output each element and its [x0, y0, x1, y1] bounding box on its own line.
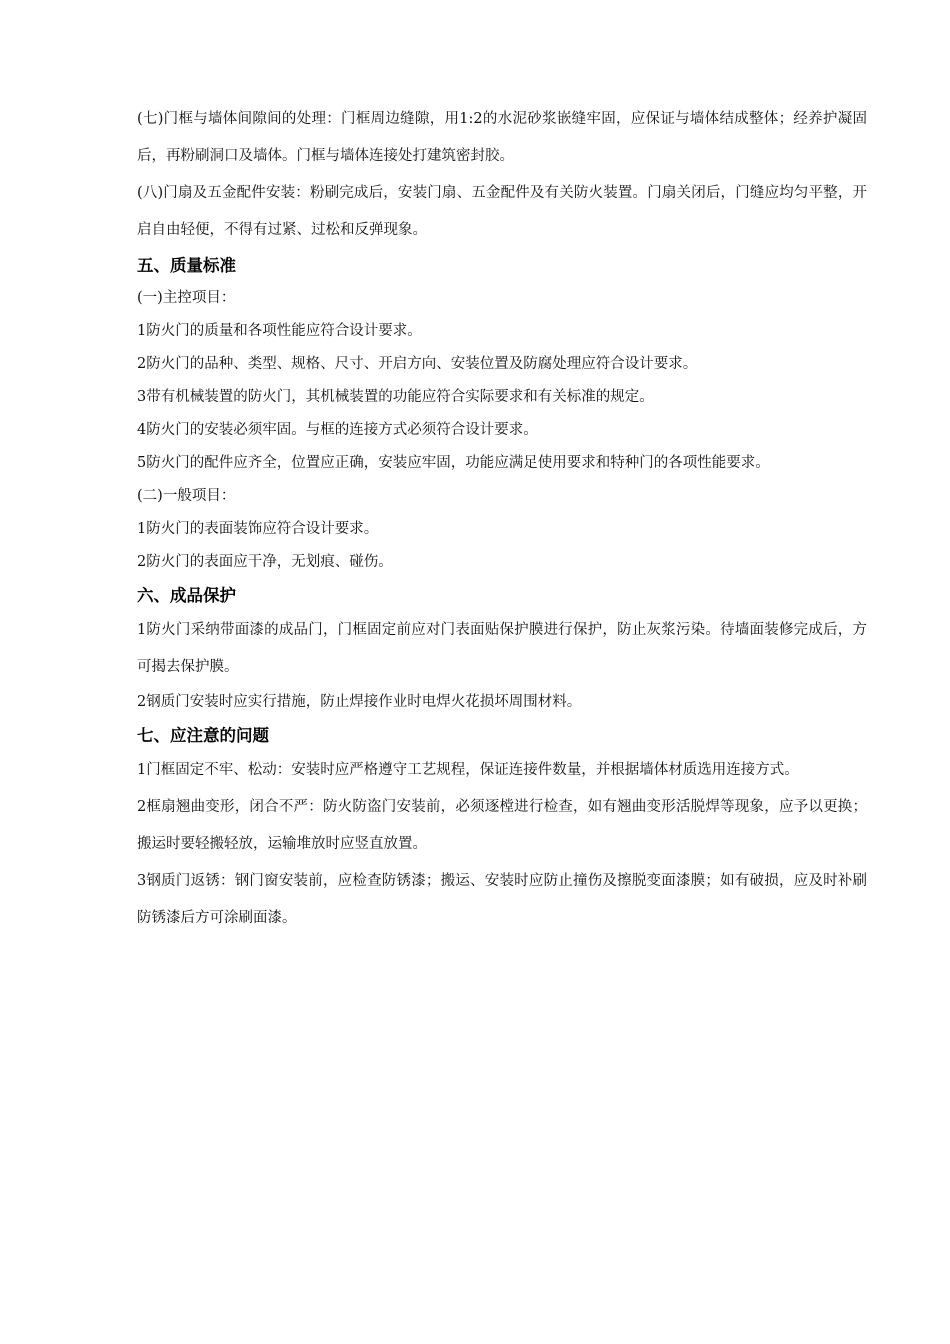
list-item: 2钢质门安装时应实行措施，防止焊接作业时电焊火花损坏周围材料。 [137, 694, 582, 710]
list-item: 1防火门的表面装饰应符合设计要求。 [137, 521, 379, 537]
document-page [137, 101, 867, 937]
subheading-general-items: (二)一般项目： [137, 488, 236, 504]
paragraph-door-frame-gap: (七)门框与墙体间隙间的处理：门框周边缝隙，用1:2的水泥砂浆嵌缝牢固，应保证与墙体结成整体；经养护凝固后，再粉刷洞口及墙体。门框与墙体连接处打建筑密封胶。 [137, 111, 867, 164]
list-item: 1防火门采纳带面漆的成品门，门框固定前应对门表面贴保护膜进行保护，防止灰浆污染。待墙面装修完成后，方可揭去保护膜。 [137, 622, 867, 675]
list-item: 1防火门的质量和各项性能应符合设计要求。 [137, 323, 422, 339]
section-heading-issues-to-note: 七、应注意的问题 [137, 726, 269, 745]
section-heading-product-protection: 六、成品保护 [137, 586, 236, 605]
list-item: 2框扇翘曲变形，闭合不严：防火防盗门安装前，必须逐樘进行检查，如有翘曲变形活脱焊等现象，应予以更换；搬运时要轻搬轻放，运输堆放时应竖直放置。 [137, 799, 867, 852]
list-item: 3带有机械装置的防火门，其机械装置的功能应符合实际要求和有关标准的规定。 [137, 389, 654, 405]
list-item: 1门框固定不牢、松动：安装时应严格遵守工艺规程，保证连接件数量，并根据墙体材质选用连接方式。 [137, 762, 799, 778]
section-heading-quality-standard: 五、质量标准 [137, 256, 236, 275]
list-item: 3钢质门返锈：钢门窗安装前，应检查防锈漆；搬运、安装时应防止撞伤及擦脱变面漆膜；如有破损，应及时补刷防锈漆后方可涂刷面漆。 [137, 873, 867, 926]
subheading-main-control-items: (一)主控项目： [137, 290, 236, 306]
paragraph-door-leaf-hardware: (八)门扇及五金配件安装：粉刷完成后，安装门扇、五金配件及有关防火装置。门扇关闭后，门缝应均匀平整，开启自由轻便，不得有过紧、过松和反弹现象。 [137, 185, 867, 238]
list-item: 2防火门的表面应干净，无划痕、碰伤。 [137, 554, 393, 570]
list-item: 4防火门的安装必须牢固。与框的连接方式必须符合设计要求。 [137, 422, 538, 438]
list-item: 5防火门的配件应齐全，位置应正确，安装应牢固，功能应满足使用要求和特种门的各项性能要求。 [137, 455, 770, 471]
list-item: 2防火门的品种、类型、规格、尺寸、开启方向、安装位置及防腐处理应符合设计要求。 [137, 356, 698, 372]
